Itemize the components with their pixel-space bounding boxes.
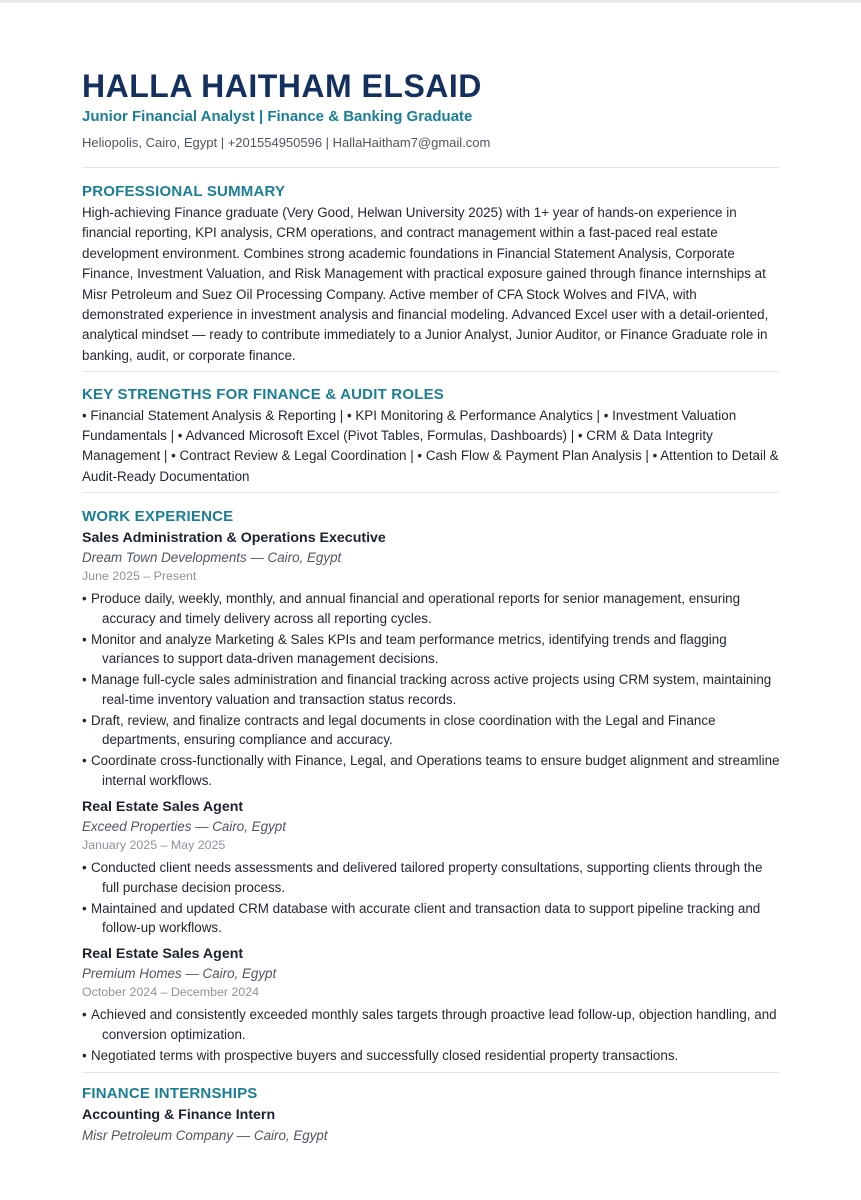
bullet-text: Draft, review, and finalize contracts and legal documents in close coordination with the Legal and Finance departments, ensuring compliance and accuracy. xyxy=(91,712,716,748)
job-bullet xyxy=(82,711,782,750)
job-title: Real Estate Sales Agent xyxy=(82,799,244,815)
candidate-name: HALLA HAITHAM ELSAID xyxy=(82,68,482,104)
bullet-text: Maintained and updated CRM database with accurate client and transaction data to support pipeline tracking and follow-up workflows. xyxy=(91,900,761,936)
section-divider xyxy=(82,492,779,493)
job-bullet xyxy=(82,858,782,897)
bullet-dot: • xyxy=(82,1047,87,1063)
job-company: Dream Town Developments — Cairo, Egypt xyxy=(82,550,342,565)
job-title: Real Estate Sales Agent xyxy=(82,946,244,962)
job-bullets xyxy=(82,589,782,792)
bullet-text: Produce daily, weekly, monthly, and annual financial and operational reports for senior management, ensuring accuracy and timely delivery across all reporting cycles. xyxy=(91,591,741,626)
job-company: Premium Homes — Cairo, Egypt xyxy=(82,966,277,981)
summary-heading: PROFESSIONAL SUMMARY xyxy=(82,183,286,200)
job-bullet xyxy=(82,1046,782,1066)
bullet-text: Conducted client needs assessments and delivered tailored property consultations, supporting clients through the full purchase decision process. xyxy=(91,860,763,895)
contact-line: Heliopolis, Cairo, Egypt | +201554950596 | HallaHaitham7@gmail.com xyxy=(82,135,491,150)
job-dates: June 2025 – Present xyxy=(82,569,197,583)
experience-heading: WORK EXPERIENCE xyxy=(82,508,234,525)
section-divider xyxy=(82,167,779,168)
section-divider xyxy=(82,1072,779,1073)
bullet-text: Negotiated terms with prospective buyers and successfully closed residential property transactions. xyxy=(91,1047,679,1063)
strengths-heading: KEY STRENGTHS FOR FINANCE & AUDIT ROLES xyxy=(82,386,444,403)
internships-heading: FINANCE INTERNSHIPS xyxy=(82,1085,258,1102)
strengths-text: • Financial Statement Analysis & Reporting | • KPI Monitoring & Performance Analytics | • Investment Valuation Fundamentals | • Advanced Microsoft Excel (Pivot Tables, Formulas, Dashboards) | • CRM & Data Integrity Management | • Contract Review & Legal Coordination | • Cash Flow & Payment Plan Analysis | • Attention to Detail & Audit-Ready Documentation xyxy=(82,408,779,484)
bullet-dot: • xyxy=(82,860,87,875)
section-divider xyxy=(82,371,779,372)
job-dates: January 2025 – May 2025 xyxy=(82,838,226,852)
job-bullet xyxy=(82,1005,782,1044)
job-bullet xyxy=(82,630,782,669)
job-bullet xyxy=(82,670,782,709)
bullet-dot: • xyxy=(82,1007,87,1022)
job-title: Sales Administration & Operations Executive xyxy=(82,530,386,546)
bullet-dot: • xyxy=(82,900,87,916)
bullet-dot: • xyxy=(82,712,87,728)
internship-title: Accounting & Finance Intern xyxy=(82,1107,276,1123)
page-top-edge xyxy=(0,0,861,3)
bullet-dot: • xyxy=(82,591,87,606)
bullet-text: Coordinate cross-functionally with Finance, Legal, and Operations teams to ensure budget alignment and streamline internal workflows. xyxy=(91,753,780,788)
job-company: Exceed Properties — Cairo, Egypt xyxy=(82,819,286,834)
bullet-dot: • xyxy=(82,753,87,769)
job-bullets xyxy=(82,858,782,939)
bullet-text: Achieved and consistently exceeded monthly sales targets through proactive lead follow-up, objection handling, and conversion optimization. xyxy=(91,1007,777,1042)
candidate-headline: Junior Financial Analyst | Finance & Banking Graduate xyxy=(82,108,473,125)
job-bullet xyxy=(82,899,782,938)
bullet-text: Manage full-cycle sales administration and financial tracking across active projects using CRM system, maintaining real-time inventory valuation and transaction status records. xyxy=(91,672,772,707)
internship-company: Misr Petroleum Company — Cairo, Egypt xyxy=(82,1128,328,1143)
bullet-dot: • xyxy=(82,672,87,688)
bullet-dot: • xyxy=(82,631,87,647)
job-bullet xyxy=(82,751,782,790)
job-bullets xyxy=(82,1005,782,1067)
bullet-text: Monitor and analyze Marketing & Sales KPIs and team performance metrics, identifying trends and flagging variances to support data-driven management decisions. xyxy=(91,631,727,667)
job-bullet xyxy=(82,589,782,628)
job-dates: October 2024 – December 2024 xyxy=(82,985,260,999)
summary-text: High-achieving Finance graduate (Very Good, Helwan University 2025) with 1+ year of hands-on experience in financial reporting, KPI analysis, CRM operations, and contract management within a fast-paced real estate development environment. Combines strong academic foundations in Financial Statement Analysis, Corporate Finance, Investment Valuation, and Risk Management with practical exposure gained through finance internships at Misr Petroleum and Suez Oil Processing Company. Active member of CFA Stock Wolves and FIVA, with demonstrated experience in investment analysis and financial modeling. Advanced Excel user with a detail-oriented, analytical mindset — ready to contribute immediately to a Junior Analyst, Junior Auditor, or Finance Graduate role in banking, audit, or corporate finance. xyxy=(82,205,769,363)
